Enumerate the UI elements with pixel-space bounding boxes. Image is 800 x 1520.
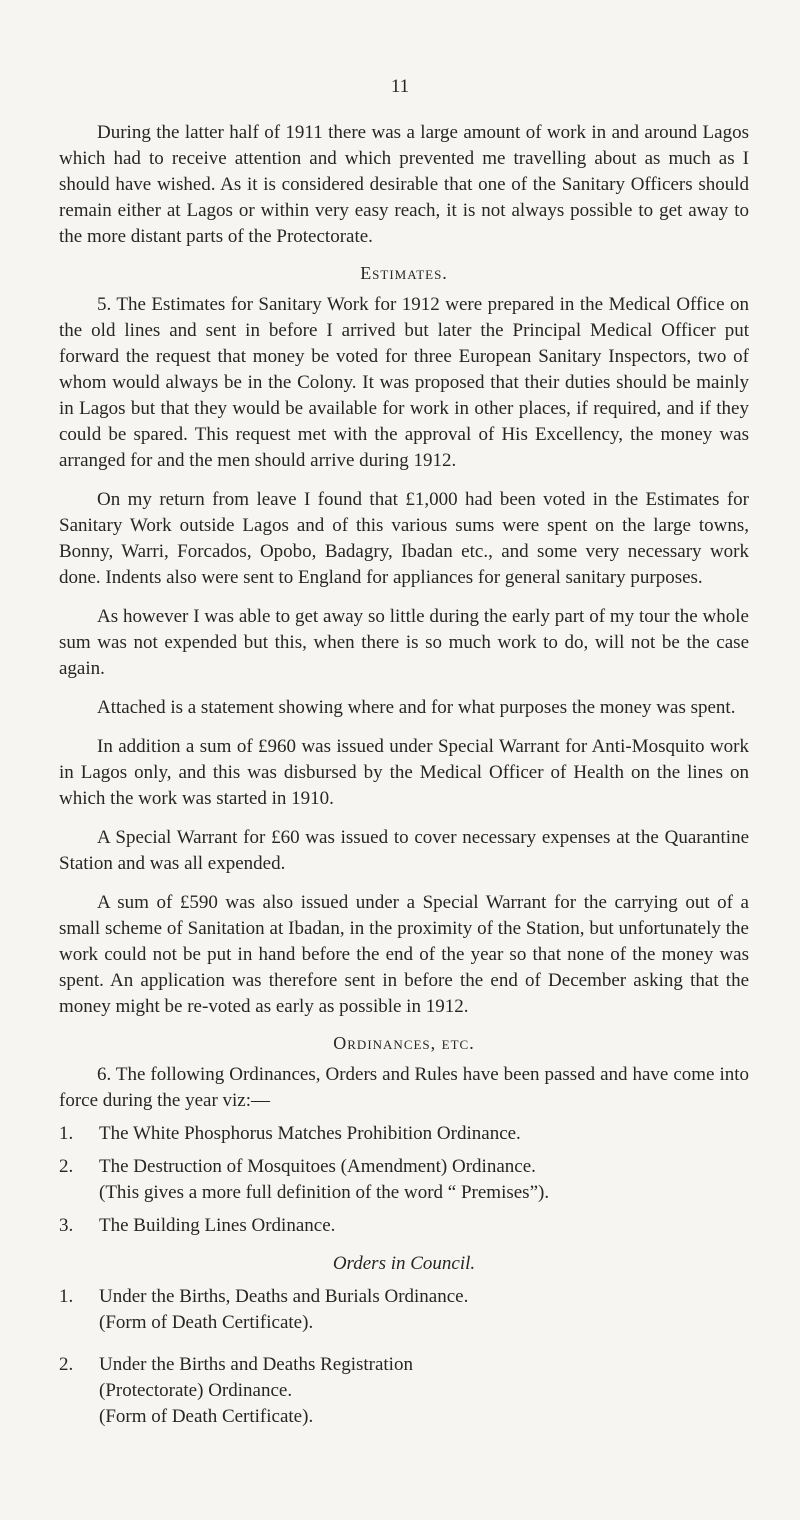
list-item (59, 1213, 749, 1239)
estimates-paragraph-5: In addition a sum of £960 was issued under Special Warrant for Anti-Mosquito work in Lagos only, and this was disbursed by the Medical Officer of Health on the lines on which the work was started in 1910. (59, 736, 749, 809)
item-number: 1. (59, 1123, 74, 1144)
item-text: Under the Births, Deaths and Burials Ordinance. (99, 1286, 469, 1307)
item-number: 1. (59, 1286, 74, 1307)
item-number: 2. (59, 1354, 74, 1375)
item-text: Under the Births and Deaths Registration (99, 1354, 413, 1375)
list-item (59, 1121, 749, 1147)
item-subtext: (Form of Death Certificate). (99, 1312, 314, 1333)
item-number: 3. (59, 1215, 74, 1236)
orders-heading: Orders in Council. (332, 1253, 476, 1274)
estimates-paragraph-7: A sum of £590 was also issued under a Special Warrant for the carrying out of a small scheme of Sanitation at Ibadan, in the proximity of the Station, but unfortunately the work could not be put in hand before the end of the year so that none of the money was spent. An application was therefore sent in before the end of December asking that the money might be re-voted as early as possible in 1912. (59, 892, 749, 1017)
item-subtext: (Form of Death Certificate). (99, 1406, 314, 1427)
item-subtext: (Protectorate) Ordinance. (99, 1380, 293, 1401)
item-text: The White Phosphorus Matches Prohibition Ordinance. (99, 1123, 521, 1144)
estimates-paragraph-1: 5. The Estimates for Sanitary Work for 1912 were prepared in the Medical Office on the old lines and sent in before I arrived but later the Principal Medical Officer put forward the request that money be voted for three European Sanitary Inspectors, two of whom would always be in the Colony. It was proposed that their duties should be mainly in Lagos but that they would be available for work in other places, if required, and if they could be spared. This request met with the approval of His Excellency, the money was arranged for and the men should arrive during 1912. (59, 294, 749, 471)
orders-list (59, 1284, 749, 1430)
item-number: 2. (59, 1156, 74, 1177)
intro-paragraph: During the latter half of 1911 there was a large amount of work in and around Lagos which had to receive attention and which prevented me travelling about as much as I should have wished. As it is considered desirable that one of the Sanitary Officers should remain either at Lagos or within very easy reach, it is not always possible to get away to the more distant parts of the Protectorate. (59, 122, 749, 247)
list-item (59, 1284, 749, 1336)
estimates-paragraph-6: A Special Warrant for £60 was issued to cover necessary expenses at the Quarantine Station and was all expended. (59, 827, 749, 874)
ordinances-intro: 6. The following Ordinances, Orders and Rules have been passed and have come into force during the year viz:— (59, 1064, 749, 1111)
item-subtext: (This gives a more full definition of the word “ Premises”). (99, 1182, 550, 1203)
item-text: The Building Lines Ordinance. (99, 1215, 336, 1236)
estimates-paragraph-4: Attached is a statement showing where and for what purposes the money was spent. (97, 697, 736, 718)
ordinances-list (59, 1121, 749, 1239)
item-text: The Destruction of Mosquitoes (Amendment) Ordinance. (99, 1156, 536, 1177)
page-number: 11 (390, 76, 410, 97)
body-text (59, 120, 749, 1430)
ordinances-heading: Ordinances, etc. (333, 1033, 475, 1053)
list-item (59, 1352, 749, 1430)
estimates-paragraph-2: On my return from leave I found that £1,000 had been voted in the Estimates for Sanitary Work outside Lagos and of this various sums were spent on the large towns, Bonny, Warri, Forcados, Opobo, Badagry, Ibadan etc., and some very necessary work done. Indents also were sent to England for appliances for general sanitary purposes. (59, 489, 749, 588)
list-item (59, 1154, 749, 1206)
estimates-paragraph-3: As however I was able to get away so little during the early part of my tour the whole sum was not expended but this, when there is so much work to do, will not be the case again. (59, 606, 749, 679)
estimates-heading: Estimates. (360, 263, 448, 283)
